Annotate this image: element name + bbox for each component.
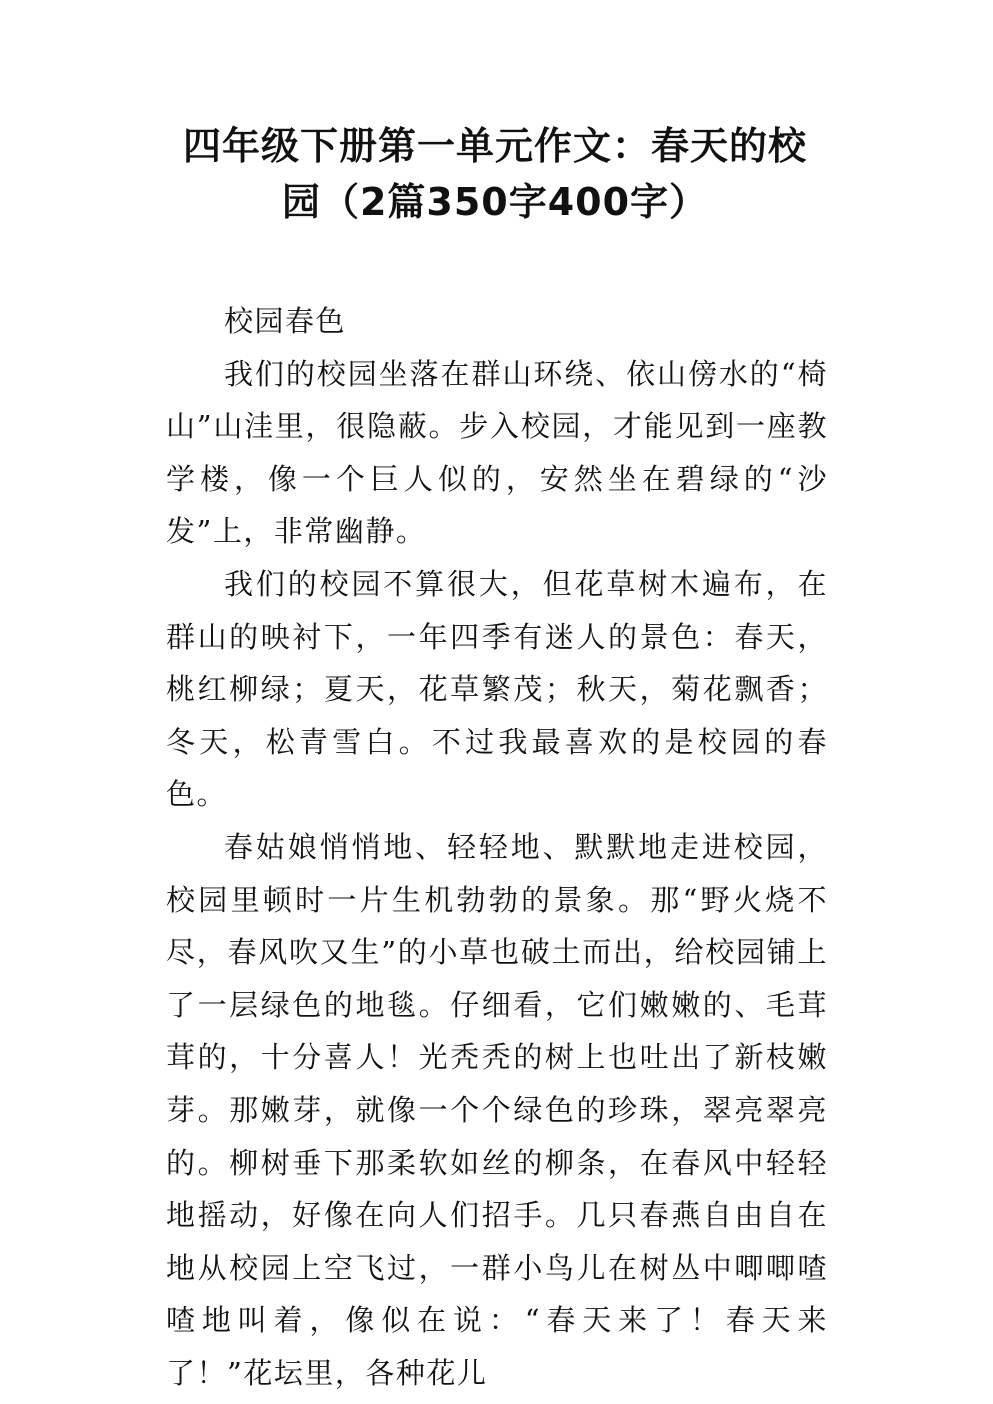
title-line-1: 四年级下册第一单元作文：春天的校 <box>182 124 807 168</box>
essay-body <box>166 295 828 1399</box>
title-line-2: 园（2篇350字400字） <box>281 180 709 224</box>
document-title <box>150 118 840 230</box>
essay-subtitle: 校园春色 <box>224 304 347 338</box>
paragraph: 春姑娘悄悄地、轻轻地、默默地走进校园，校园里顿时一片生机勃勃的景象。那“野火烧不尽，春风吹又生”的小草也破土而出，给校园铺上了一层绿色的地毯。仔细看，它们嫩嫩的、毛茸茸的，十分喜人！光秃秃的树上也吐出了新枝嫩芽。那嫩芽，就像一个个绿色的珍珠，翠亮翠亮的。柳树垂下那柔软如丝的柳条，在春风中轻轻地摇动，好像在向人们招手。几只春燕自由自在地从校园上空飞过，一群小鸟儿在树丛中唧唧喳喳地叫着，像似在说：“春天来了！春天来了！”花坛里，各种花儿 <box>166 829 828 1390</box>
paragraph: 我们的校园坐落在群山环绕、依山傍水的“椅山”山洼里，很隐蔽。步入校园，才能见到一座教学楼，像一个巨人似的，安然坐在碧绿的“沙发”上，非常幽静。 <box>166 356 828 549</box>
paragraph: 我们的校园不算很大，但花草树木遍布，在群山的映衬下，一年四季有迷人的景色：春天，桃红柳绿；夏天，花草繁茂；秋天，菊花飘香；冬天，松青雪白。不过我最喜欢的是校园的春色。 <box>166 566 828 812</box>
